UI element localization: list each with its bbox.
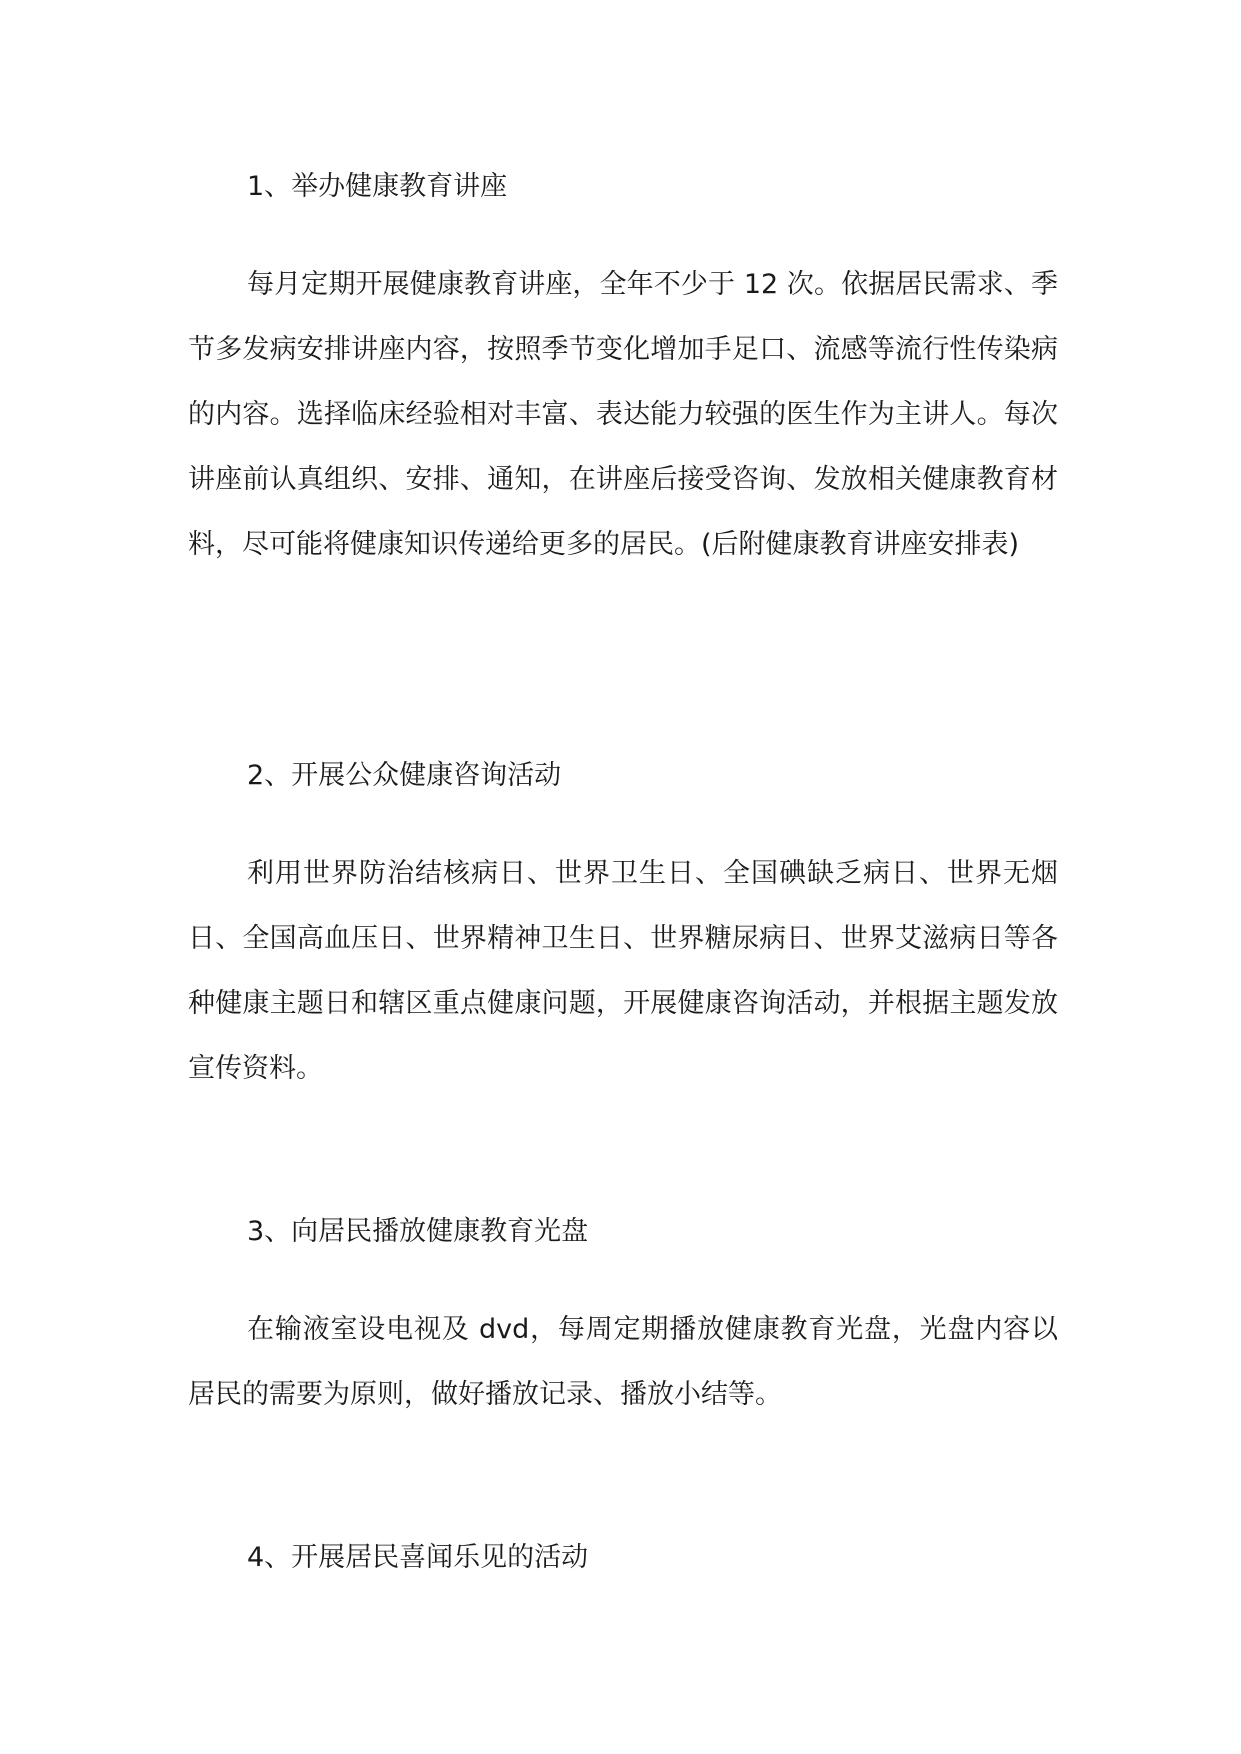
section-body-video-discs: 在输液室设电视及 dvd，每周定期播放健康教育光盘，光盘内容以居民的需要为原则，做好播放记录、播放小结等。 — [188, 1314, 1058, 1410]
section-body-consultation: 利用世界防治结核病日、世界卫生日、全国碘缺乏病日、世界无烟日、全国高血压日、世界精神卫生日、世界糖尿病日、世界艾滋病日等各种健康主题日和辖区重点健康问题，开展健康咨询活动，并根据主题发放宣传资料。 — [188, 858, 1058, 1084]
section-heading-consultation: 2、开展公众健康咨询活动 — [247, 760, 562, 791]
section-body-lectures: 每月定期开展健康教育讲座，全年不少于 12 次。依据居民需求、季节多发病安排讲座内容，按照季节变化增加手足口、流感等流行性传染病的内容。选择临床经验相对丰富、表达能力较强的医生作为主讲人。每次讲座前认真组织、安排、通知，在讲座后接受咨询、发放相关健康教育材料，尽可能将健康知识传递给更多的居民。(后附健康教育讲座安排表) — [188, 269, 1058, 560]
section-heading-lectures: 1、举办健康教育讲座 — [247, 171, 508, 202]
section-heading-activities: 4、开展居民喜闻乐见的活动 — [247, 1542, 589, 1573]
section-heading-video-discs: 3、向居民播放健康教育光盘 — [247, 1216, 589, 1247]
